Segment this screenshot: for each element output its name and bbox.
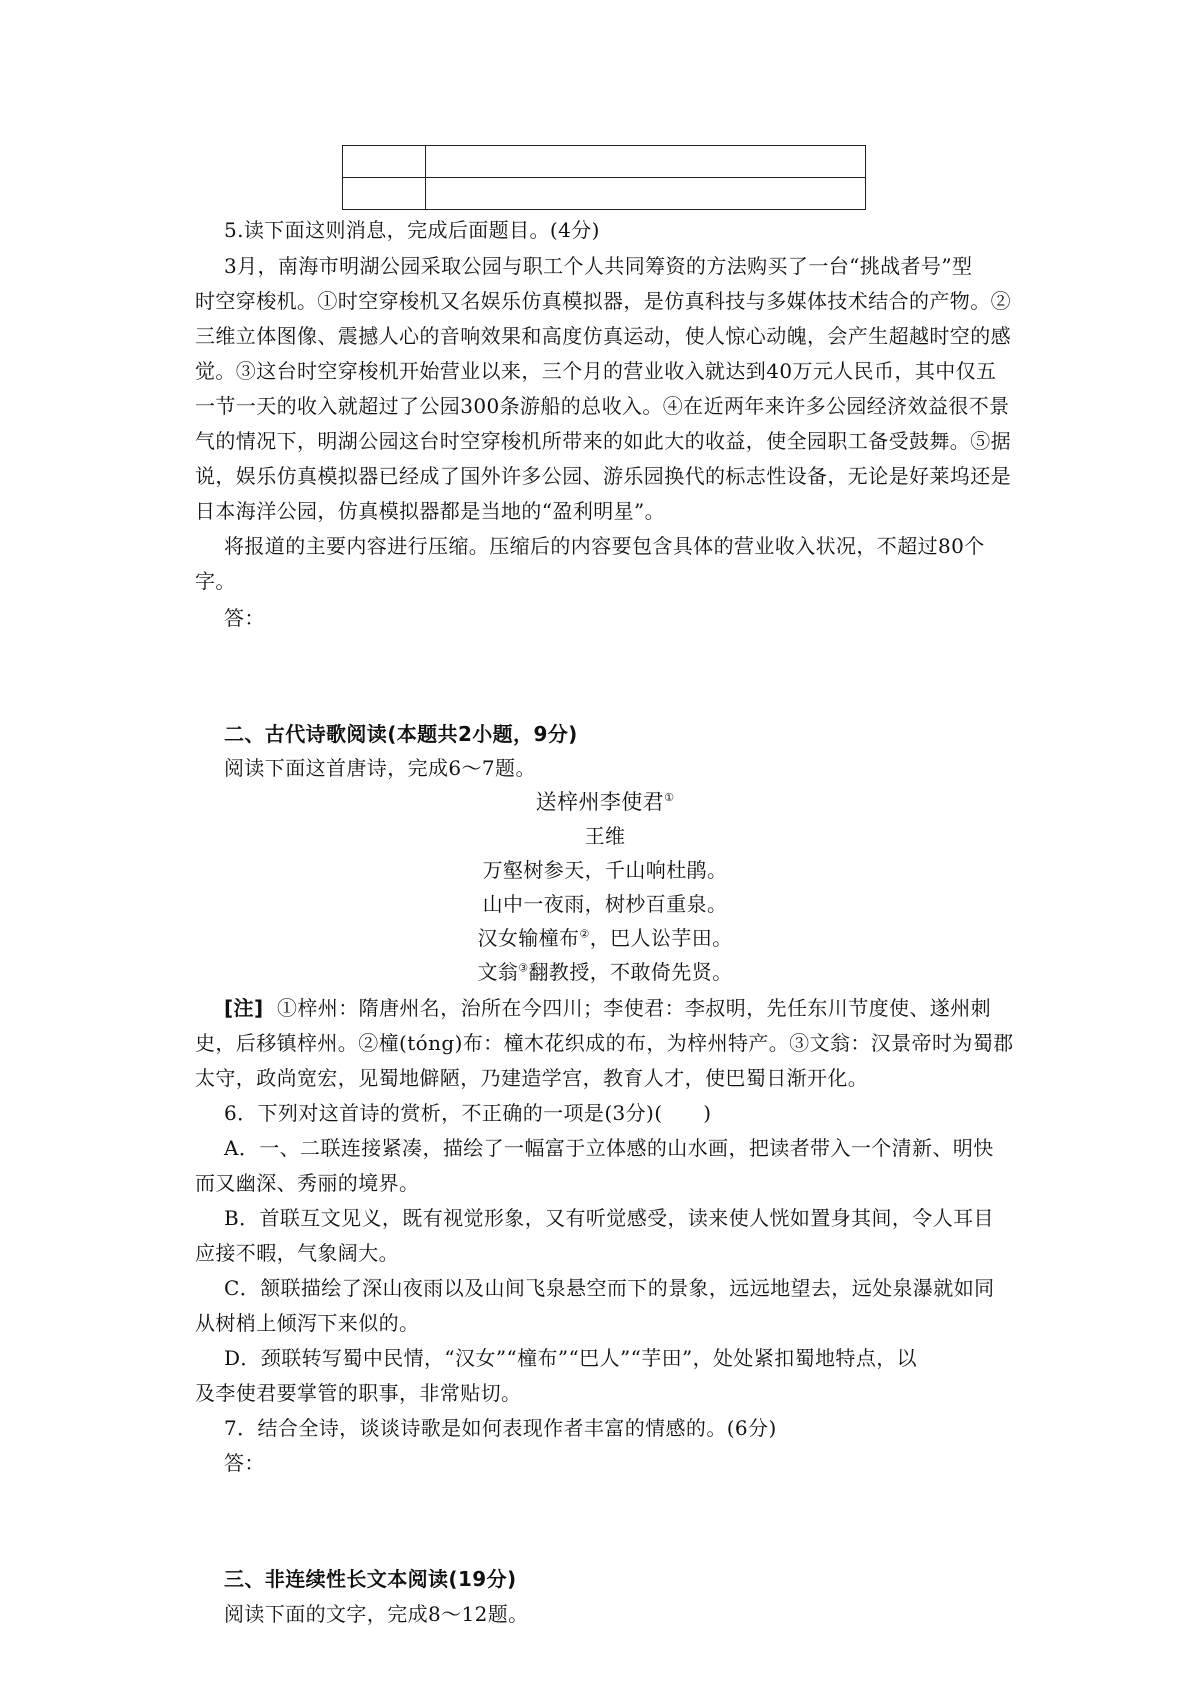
poem-line — [195, 922, 1015, 954]
q5-passage-line: 3月，南海市明湖公园采取公园与职工个人共同筹资的方法购买了一台“挑战者号”型 — [224, 254, 973, 278]
poem-line-rest: ，巴人讼芋田。 — [589, 926, 733, 950]
q6-prompt: 6．下列对这首诗的赏析，不正确的一项是(3分)( ) — [224, 1101, 712, 1125]
footnote-mark: ① — [664, 791, 675, 804]
q6-option-a: A．一、二联连接紧凑，描绘了一幅富于立体感的山水画，把读者带入一个清新、明快 — [224, 1136, 994, 1160]
q6-option-c: C．颔联描绘了深山夜雨以及山间飞泉悬空而下的景象，远远地望去，远处泉瀑就如同 — [224, 1276, 995, 1300]
q6-option-b-cont: 应接不暇，气象阔大。 — [195, 1241, 399, 1265]
q5-prompt: 5.读下面这则消息，完成后面题目。(4分) — [224, 218, 600, 242]
q7-prompt: 7．结合全诗，谈谈诗歌是如何表现作者丰富的情感的。(6分) — [224, 1416, 777, 1440]
footnote-mark: ③ — [518, 961, 529, 975]
table-cell — [426, 146, 866, 178]
poem-line-text: 文翁 — [477, 960, 519, 984]
q5-passage-line: 日本海洋公园，仿真模拟器都是当地的“盈利明星”。 — [195, 499, 666, 523]
q6-option-b: B．首联互文见义，既有视觉形象，又有听觉感受，读来使人恍如置身其间，令人耳目 — [224, 1206, 994, 1230]
q6-option-a-cont: 而又幽深、秀丽的境界。 — [195, 1171, 420, 1195]
note-label: [注] — [224, 996, 264, 1020]
section3-heading: 三、非连续性长文本阅读(19分) — [224, 1567, 517, 1591]
note-line: 史，后移镇梓州。②橦(tóng)布：橦木花织成的布，为梓州特产。③文翁：汉景帝时为蜀郡 — [195, 1031, 1014, 1055]
poem-line — [195, 888, 1015, 920]
section2-intro: 阅读下面这首唐诗，完成6～7题。 — [224, 756, 536, 780]
poem-line-rest: 翻教授，不敢倚先贤。 — [528, 960, 733, 984]
q5-passage-line: 说，娱乐仿真模拟器已经成了国外许多公园、游乐园换代的标志性设备，无论是好莱坞还是 — [195, 464, 1011, 488]
poem-line — [195, 956, 1015, 988]
poem-line-text: 山中一夜雨，树杪百重泉。 — [482, 892, 728, 916]
note-line: ①梓州：隋唐州名，治所在今四川；李使君：李叔明，先任东川节度使、遂州刺 — [277, 996, 991, 1020]
q5-passage-line: 一节一天的收入就超过了公园300条游船的总收入。④在近两年来许多公园经济效益很不景 — [195, 394, 1010, 418]
poem-line-text: 汉女输橦布 — [477, 926, 580, 950]
q6-option-d-cont: 及李使君要掌管的职事，非常贴切。 — [195, 1381, 522, 1405]
section2-heading: 二、古代诗歌阅读(本题共2小题，9分) — [224, 722, 578, 746]
poem-line — [195, 854, 1015, 886]
table-cell — [343, 178, 426, 210]
table-row — [343, 146, 866, 178]
poem-author: 王维 — [584, 824, 626, 848]
answer-table — [342, 145, 866, 210]
q5-passage-line: 三维立体图像、震撼人心的音响效果和高度仿真运动，使人惊心动魄，会产生超越时空的感 — [195, 324, 1011, 348]
q5-passage-line: 时空穿梭机。①时空穿梭机又名娱乐仿真模拟器，是仿真科技与多媒体技术结合的产物。② — [195, 289, 1011, 313]
footnote-mark: ② — [579, 927, 590, 941]
table-row — [343, 178, 866, 210]
table-cell — [343, 146, 426, 178]
poem-note — [224, 992, 1044, 1024]
q6-option-c-cont: 从树梢上倾泻下来似的。 — [195, 1311, 420, 1335]
poem-title-text: 送梓州李使君 — [535, 790, 665, 814]
q5-answer-label: 答： — [224, 606, 265, 630]
q5-task-line: 字。 — [195, 569, 236, 593]
q5-task-line: 将报道的主要内容进行压缩。压缩后的内容要包含具体的营业收入状况，不超过80个 — [224, 534, 985, 558]
q6-option-d: D．颈联转写蜀中民情，“汉女”“橦布”“巴人”“芋田”，处处紧扣蜀地特点，以 — [224, 1346, 918, 1370]
q5-passage-line: 气的情况下，明湖公园这台时空穿梭机所带来的如此大的收益，使全园职工备受鼓舞。⑤据 — [195, 429, 1011, 453]
poem-title — [195, 786, 1015, 818]
q5-passage-line: 觉。③这台时空穿梭机开始营业以来，三个月的营业收入就达到40万元人民币，其中仅五 — [195, 359, 997, 383]
poem-line-text: 万壑树参天，千山响杜鹃。 — [482, 858, 728, 882]
section3-intro: 阅读下面的文字，完成8～12题。 — [224, 1602, 529, 1626]
q7-answer-label: 答： — [224, 1451, 265, 1475]
table-cell — [426, 178, 866, 210]
note-line: 太守，政尚宽宏，见蜀地僻陋，乃建造学宫，教育人才，使巴蜀日渐开化。 — [195, 1066, 869, 1090]
